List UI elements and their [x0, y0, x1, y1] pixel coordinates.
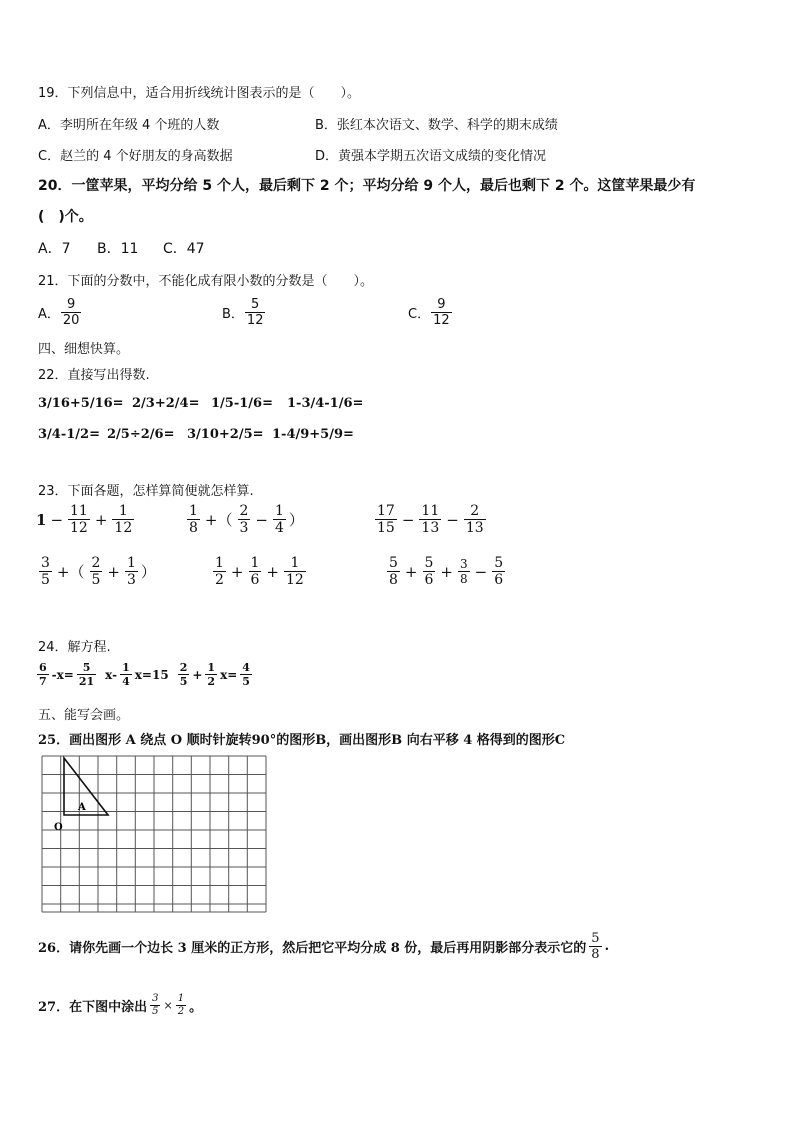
- q22-item: 1/5-1/6=: [211, 396, 273, 411]
- fraction: $\frac{1}{12}$: [286, 555, 304, 588]
- fraction: $\frac{1}{3}$: [127, 555, 136, 588]
- q19-option-b: B．张红本次语文、数学、科学的期末成绩: [315, 118, 558, 133]
- fraction: $\frac{5}{8}$: [389, 555, 398, 588]
- q24-equation-1: $\frac{6}{7}$ -x= $\frac{5}{21}$: [39, 661, 95, 688]
- q22-item: 1-4/9+5/9=: [272, 427, 354, 442]
- q22-stem: 22．直接写出得数.: [38, 368, 150, 383]
- fraction: $\frac{11}{12}$: [70, 503, 88, 536]
- fraction: $\frac{1}{6}$: [250, 555, 260, 588]
- q24-stem: 24．解方程.: [38, 640, 111, 655]
- fraction: $\frac{1}{8}$: [189, 503, 198, 536]
- fraction: $\frac{4}{5}$: [242, 661, 250, 688]
- fraction: $\frac{9}{20}$: [62, 297, 80, 328]
- fraction: $\frac{5}{6}$: [494, 555, 504, 588]
- q23-expression-1: 1 − $\frac{11}{12}$ + $\frac{1}{12}$: [36, 503, 133, 536]
- q20-option-c: C．47: [163, 241, 205, 257]
- section-four-heading: 四、细想快算。: [38, 342, 130, 357]
- q19-option-d: D．黄强本学期五次语文成绩的变化情况: [315, 149, 547, 164]
- q23-expression-4: $\frac{3}{5}$ +（ $\frac{2}{5}$ + $\frac{1}{3}$ ）: [41, 555, 156, 588]
- q21-option-b: [222, 298, 266, 327]
- fraction: $\frac{1}{4}$: [122, 661, 130, 688]
- grid-lines: [42, 756, 266, 912]
- fraction: $\frac{1}{2}$: [207, 661, 216, 688]
- q20-stem-line2: ( )个。: [38, 209, 93, 225]
- q19-option-c: C．赵兰的 4 个好朋友的身高数据: [38, 149, 233, 164]
- q23-expression-3: $\frac{17}{15}$ − $\frac{11}{13}$ − $\frac{2}{13}$: [377, 503, 484, 536]
- q19-option-a: A．李明所在年级 4 个班的人数: [38, 118, 220, 133]
- q22-item: 3/4-1/2=: [38, 427, 100, 442]
- q20-option-a: A．7: [38, 241, 71, 257]
- fraction: $\frac{3}{8}$: [460, 557, 468, 586]
- fraction: $\frac{9}{12}$: [433, 297, 450, 328]
- fraction: $\frac{2}{5}$: [179, 661, 188, 688]
- q19-stem: 19．下列信息中，适合用折线统计图表示的是（ ）。: [38, 86, 361, 101]
- q22-item: 2/3+2/4=: [132, 396, 200, 411]
- fraction: $\frac{3}{5}$: [41, 555, 50, 588]
- fraction: $\frac{2}{3}$: [239, 503, 249, 536]
- q25-grid-figure: [38, 752, 270, 916]
- q21-option-a-label: A．: [38, 307, 60, 322]
- q21-option-c: [408, 298, 453, 327]
- fraction: $\frac{1}{2}$: [215, 555, 224, 588]
- fraction: $\frac{3}{5}$: [152, 993, 159, 1017]
- q26-line: 26．请你先画一个边长 3 厘米的正方形，然后把它平均分成 8 份，最后再用阴影部分表示它的 $\frac{5}{8}$ .: [38, 931, 610, 962]
- fraction: $\frac{11}{13}$: [421, 503, 440, 536]
- fraction: $\frac{1}{2}$: [177, 993, 185, 1017]
- q20-option-b: B．11: [97, 241, 139, 257]
- q22-item: 2/5÷2/6=: [107, 427, 175, 442]
- fraction: $\frac{17}{15}$: [377, 503, 395, 536]
- label-a: A: [78, 802, 86, 813]
- fraction: $\frac{2}{13}$: [465, 503, 484, 536]
- fraction: $\frac{5}{12}$: [246, 297, 264, 328]
- q23-expression-2: $\frac{1}{8}$ +（ $\frac{2}{3}$ − $\frac{1}{4}$ ）: [189, 503, 304, 536]
- q23-stem: 23．下面各题，怎样算简便就怎样算.: [38, 484, 254, 499]
- fraction: $\frac{5}{6}$: [424, 555, 434, 588]
- label-o: O: [54, 822, 63, 833]
- q23-expression-6: $\frac{5}{8}$ + $\frac{5}{6}$ + $\frac{3}{8}$ − $\frac{5}{6}$: [389, 555, 504, 588]
- q21-option-c-label: C．: [408, 307, 431, 322]
- fraction: $\frac{5}{21}$: [78, 661, 95, 688]
- q22-item: 3/16+5/16=: [38, 396, 124, 411]
- q24-equation-2: x- $\frac{1}{4}$ x=15: [105, 661, 169, 688]
- fraction: $\frac{5}{8}$: [591, 931, 600, 962]
- q24-equations: [36, 662, 253, 687]
- fraction: $\frac{1}{4}$: [275, 503, 284, 536]
- fraction: $\frac{2}{5}$: [91, 555, 101, 588]
- q25-stem: 25．画出图形 A 绕点 O 顺时针旋转90°的图形B，画出图形B 向右平移 4 格得到的图形C: [38, 733, 566, 748]
- q26-stem: 26．请你先画一个边长 3 厘米的正方形，然后把它平均分成 8 份，最后再用阴影部分表示它的: [38, 941, 587, 956]
- q27-stem: 27．在下图中涂出: [38, 1000, 148, 1015]
- q22-item: 3/10+2/5=: [187, 427, 264, 442]
- q21-option-a: [38, 298, 82, 327]
- section-five-heading: 五、能写会画。: [38, 708, 130, 723]
- triangle-a-shape: [64, 758, 108, 815]
- q21-option-b-label: B．: [222, 307, 244, 322]
- q21-stem: 21．下面的分数中，不能化成有限小数的分数是（ ）。: [38, 274, 374, 289]
- fraction: $\frac{1}{12}$: [114, 503, 133, 536]
- q27-line: 27．在下图中涂出 $\frac{3}{5}$ × $\frac{1}{2}$ 。: [38, 993, 203, 1017]
- q24-equation-3: $\frac{2}{5}$ + $\frac{1}{2}$ x= $\frac{4}{5}$: [179, 661, 250, 688]
- q22-item: 1-3/4-1/6=: [287, 396, 364, 411]
- q20-stem-line1: 20．一筐苹果，平均分给 5 个人，最后剩下 2 个；平均分给 9 个人，最后也剩下 2 个。这筐苹果最少有: [38, 178, 696, 194]
- q23-expression-5: $\frac{1}{2}$ + $\frac{1}{6}$ + $\frac{1}{12}$: [215, 555, 304, 588]
- fraction: $\frac{6}{7}$: [39, 661, 47, 688]
